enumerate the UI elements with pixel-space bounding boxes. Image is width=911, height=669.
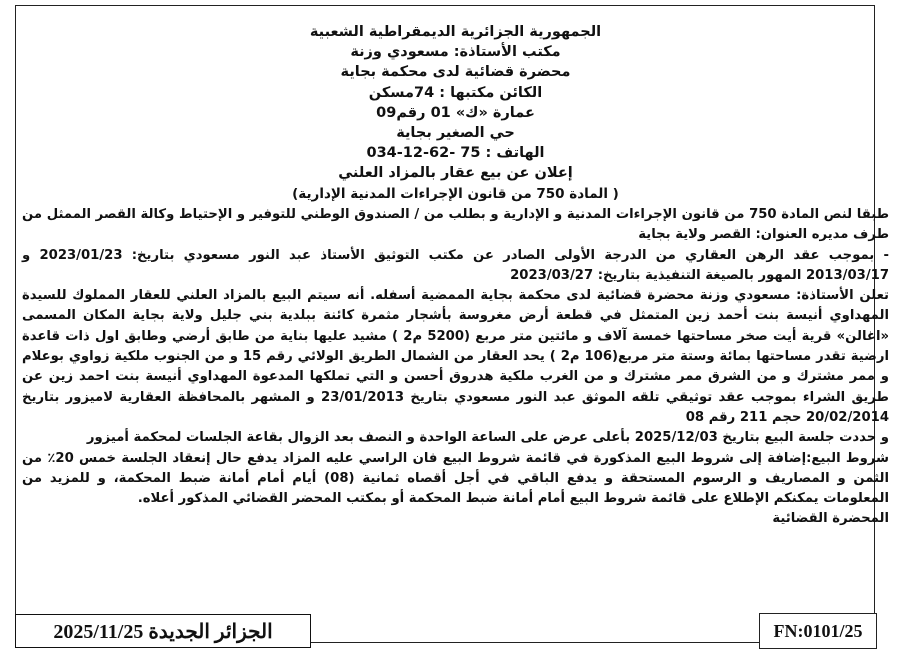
- announcement-body: [22, 205, 889, 530]
- paragraph-session: و حددت جلسة البيع بتاريخ 2025/12/03 بأعلى عرض على الساعة الواحدة و النصف بعد الزوال بقاعة الجلسات لمحكمة أميزور: [86, 430, 889, 446]
- paragraph-conditions: شروط البيع:إضافة إلى شروط البيع المذكورة في قائمة شروط البيع فان الراسي عليه المزاد يدفع حال إنعقاد الجلسة خمس 20٪ من الثمن و المصاريف و الرسوم المستحقة و يدفع الباقي في أجل أقصاه ثمانية (08) أيام أمام أمانة ضبط المحكمة، و للمزيد من المعلومات يمكنكم الإطلاع على قائمة شروط البيع أمام أمانة ضبط المحكمة أو بمكتب المحضر القضائي المذكور أعلاه.: [22, 450, 889, 507]
- publication-box: الجزائر الجديدة 2025/11/25: [15, 614, 311, 648]
- document-header: [0, 22, 911, 204]
- legal-reference: ( المادة 750 من قانون الإجراءات المدنية الإدارية): [292, 185, 619, 202]
- paragraph-mortgage: - بموجب عقد الرهن العقاري من الدرجة الأولى الصادر عن مكتب التوثيق الأستاذ عبد النور مسعودي بتاريخ: 2023/01/23 و 2013/03/17 المهور بالصيغة التنفيذية بتاريخ: 2023/03/27: [22, 247, 889, 283]
- office-phone: الهاتف : 75 -62-12-034: [366, 145, 545, 162]
- office-address-line-2: عمارة «ك» 01 رقم09: [376, 104, 535, 121]
- office-address-line-3: حي الصغير بجاية: [396, 125, 515, 142]
- announcement-title: إعلان عن بيع عقار بالمزاد العلني: [338, 165, 573, 182]
- office-name: مكتب الأستاذة: مسعودي وزنة: [350, 44, 561, 61]
- office-address-line-1: الكائن مكتبها : 74مسكن: [368, 84, 543, 101]
- paragraph-request: طبقا لنص المادة 750 من قانون الإجراءات المدنية و الإدارية و بطلب من / الصندوق الوطني للتوفير و الإحتياط وكالة القصر الممثل من طرف مديره العنوان: القصر ولاية بجاية: [22, 207, 890, 243]
- office-role: محضرة قضائية لدى محكمة بجاية: [340, 64, 571, 81]
- republic-title: الجمهورية الجزائرية الديمقراطية الشعبية: [309, 24, 602, 40]
- paragraph-property: تعلن الأستاذة: مسعودي وزنة محضرة قضائية لدى محكمة بجاية الممضية أسفله. أنه سيتم البيع بالمزاد العلني للعقار المملوك للسيدة المهداوي أنيسة بنت أحمد زين المتمثل في قطعة أرض مغروسة بأشجار مثمرة كائنة ببلدية بني جليل ولاية بجاية المكان المسمى «اغالن» قرية أيت صخر مساحتها خمسة آلاف و مائتين متر مربع (5200 م2 ) مشيد عليها بناية من طابق أرضي وطابق اول ذات قاعدة ارضية تقدر مساحتها بمائة وستة متر مربع(106 م2 ) يحد العقار من الشمال الطريق الولائي رقم 15 و من الجنوب ملكية زواوي بوعلام و ممر مشترك و من الشرق ممر مشترك و من الغرب ملكية هدروق أحسن و التي تملكها المدعوة المهداوي أنيسة بنت احمد زين عن طريق الشراء بموجب عقد توثيقي تلقه الموثق عبد النور مسعودي بتاريخ 23/01/2013 و المشهر بالمحافظة العقارية لاميزور بتاريخ 20/02/2014 حجم 211 رقم 08: [22, 288, 889, 425]
- signature: المحضرة القضائية: [772, 511, 889, 527]
- reference-box: FN:0101/25: [759, 613, 877, 649]
